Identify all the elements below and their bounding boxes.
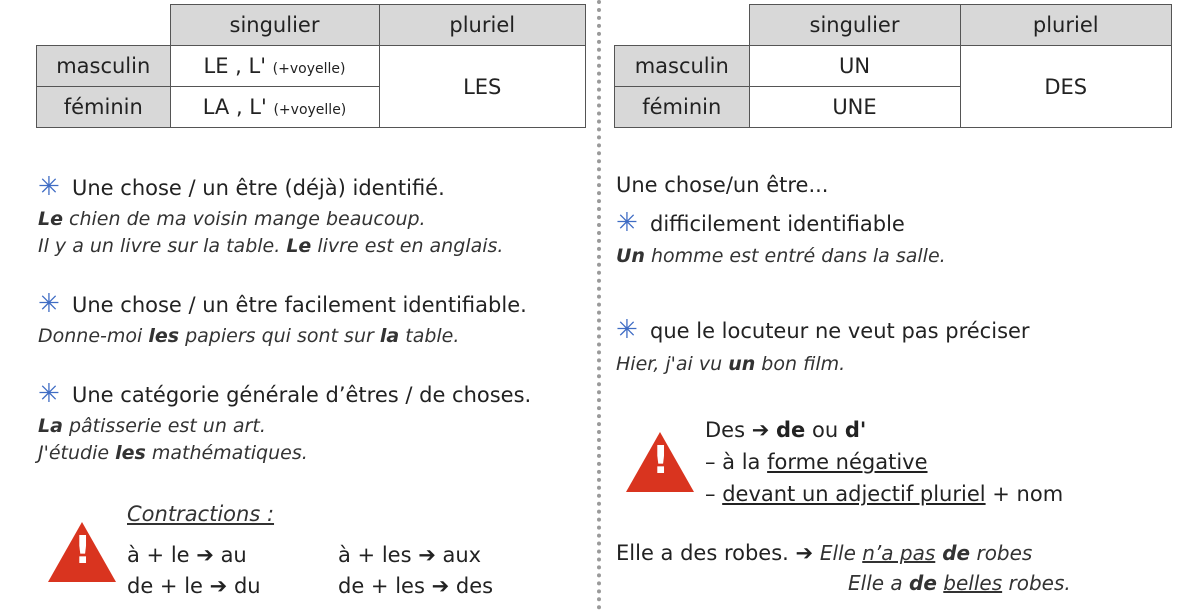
rule-not-specified: ✳ que le locuteur ne veut pas préciser xyxy=(616,315,1030,345)
example-line: Donne-moi les papiers qui sont sur la table. xyxy=(38,325,460,347)
example-line: Le chien de ma voisin mange beaucoup. xyxy=(38,208,426,230)
column-divider xyxy=(597,0,601,610)
asterisk-icon: ✳ xyxy=(616,315,638,345)
cell-plural-les: LES xyxy=(379,46,586,128)
right-arrow-icon: ➔ xyxy=(795,541,814,565)
contractions-title: Contractions : xyxy=(127,502,275,526)
row-masculin: masculin xyxy=(615,46,750,87)
warning-triangle-icon xyxy=(48,522,116,582)
cell-fem-singular: UNE xyxy=(749,87,960,128)
asterisk-icon: ✳ xyxy=(38,172,60,202)
asterisk-icon: ✳ xyxy=(38,379,60,409)
row-feminin: féminin xyxy=(37,87,171,128)
example-line: Elle a des robes. ➔ Elle n’a pas de robes xyxy=(616,541,1033,565)
contraction-a-les: à + les ➔ aux xyxy=(338,543,482,567)
left-article-table xyxy=(36,4,586,128)
contraction-de-les: de + les ➔ des xyxy=(338,574,494,598)
example-line: La pâtisserie est un art. xyxy=(38,415,266,437)
des-rule-negative: – à la forme négative xyxy=(705,450,928,474)
example-line: Il y a un livre sur la table. Le livre est en anglais. xyxy=(38,235,504,257)
asterisk-icon: ✳ xyxy=(38,289,60,319)
row-masculin: masculin xyxy=(37,46,171,87)
example-line: Elle a de belles robes. xyxy=(848,571,1071,595)
row-feminin: féminin xyxy=(615,87,750,128)
right-arrow-icon: ➔ xyxy=(431,574,450,598)
rule-easily-identifiable: ✳ Une chose / un être facilement identifiable. xyxy=(38,289,527,319)
right-intro: Une chose/un être... xyxy=(616,173,829,197)
example-line: Hier, j'ai vu un bon film. xyxy=(616,353,846,375)
cell-masc-singular: UN xyxy=(749,46,960,87)
rule-hard-to-identify: ✳ difficilement identifiable xyxy=(616,208,905,238)
header-pluriel: pluriel xyxy=(960,5,1172,46)
des-rule: Des ➔ de ou d' xyxy=(705,418,867,442)
cell-fem-singular: LA , L' (+voyelle) xyxy=(170,87,379,128)
warning-triangle-icon xyxy=(626,432,694,492)
rule-general-category: ✳ Une catégorie générale d’êtres / de choses. xyxy=(38,379,532,409)
des-rule-adjective: – devant un adjectif pluriel + nom xyxy=(705,482,1064,506)
example-line: J'étudie les mathématiques. xyxy=(38,442,308,464)
header-singulier: singulier xyxy=(170,5,379,46)
header-pluriel: pluriel xyxy=(379,5,586,46)
header-singulier: singulier xyxy=(749,5,960,46)
right-article-table xyxy=(614,4,1172,128)
right-arrow-icon: ➔ xyxy=(751,418,770,442)
example-line: Un homme est entré dans la salle. xyxy=(616,245,946,267)
right-arrow-icon: ➔ xyxy=(209,574,228,598)
right-arrow-icon: ➔ xyxy=(196,543,214,567)
rule-identified: ✳ Une chose / un être (déjà) identifié. xyxy=(38,172,445,202)
contraction-de-le: de + le ➔ du xyxy=(127,574,261,598)
cell-masc-singular: LE , L' (+voyelle) xyxy=(170,46,379,87)
contraction-a-le: à + le ➔ au xyxy=(127,543,247,567)
right-arrow-icon: ➔ xyxy=(418,543,436,567)
cell-plural-des: DES xyxy=(960,46,1172,128)
asterisk-icon: ✳ xyxy=(616,208,638,238)
